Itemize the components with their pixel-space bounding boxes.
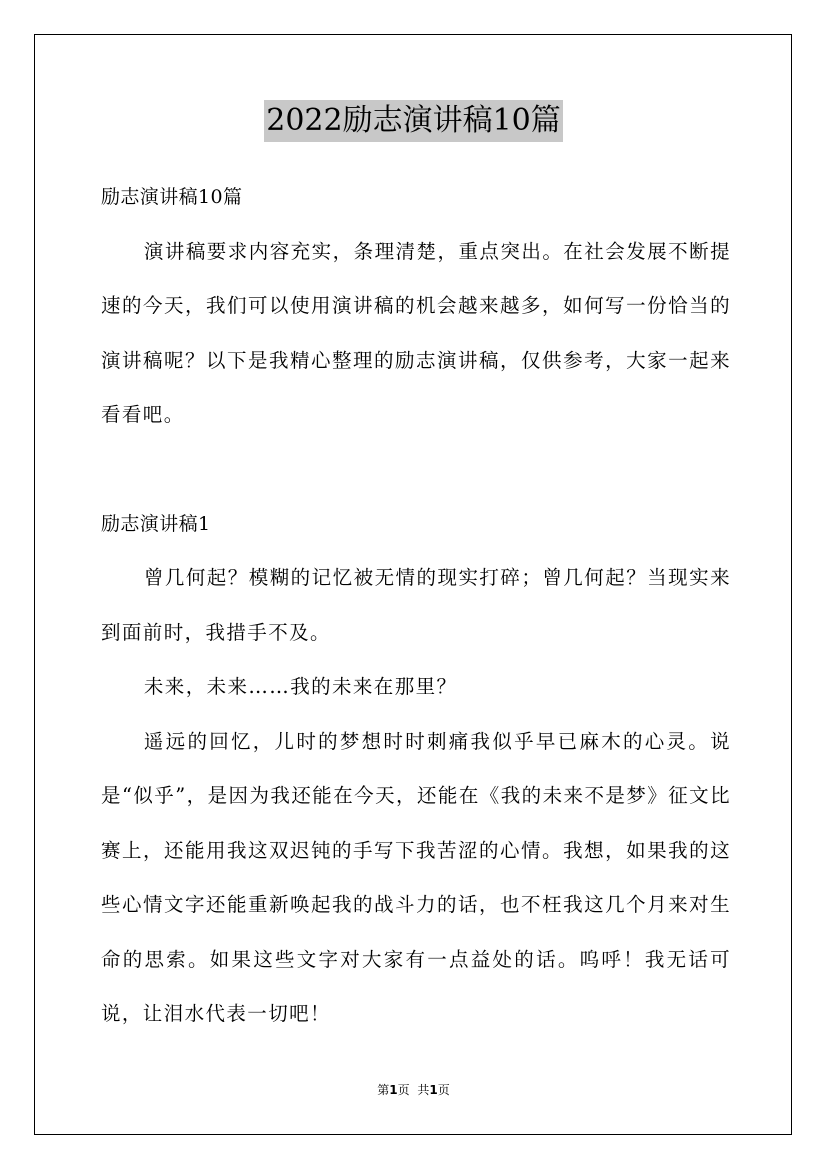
title-container xyxy=(0,100,827,142)
body-paragraph-3: 遥远的回忆，儿时的梦想时时刺痛我似乎早已麻木的心灵。说是“似乎”，是因为我还能在今天，还能在《我的未来不是梦》征文比赛上，还能用我这双迟钝的手写下我苦涩的心情。我想，如果我的这些心情文字还能重新唤起我的战斗力的话，也不枉我这几个月来对生命的思索。如果这些文字对大家有一点益处的话。呜呼！我无话可说，让泪水代表一切吧！ xyxy=(101,729,731,1025)
total-suffix: 页 xyxy=(437,1083,450,1097)
page-prefix: 第 xyxy=(377,1083,390,1097)
body-paragraph-1: 曾几何起？模糊的记忆被无情的现实打碎；曾几何起？当现实来到面前时，我措手不及。 xyxy=(101,566,731,644)
total-prefix: 共 xyxy=(417,1083,430,1097)
section-heading: 励志演讲稿1 xyxy=(101,512,211,535)
document-subtitle: 励志演讲稿10篇 xyxy=(101,186,243,208)
total-pages: 1 xyxy=(429,1083,438,1097)
document-title: 2022励志演讲稿10篇 xyxy=(264,100,563,142)
page-number: 1 xyxy=(389,1083,398,1097)
section-spacer xyxy=(101,443,731,497)
intro-paragraph: 演讲稿要求内容充实，条理清楚，重点突出。在社会发展不断提速的今天，我们可以使用演讲稿的机会越来越多，如何写一份恰当的演讲稿呢？以下是我精心整理的励志演讲稿，仅供参考，大家一起来看看吧。 xyxy=(101,239,731,426)
body-paragraph-2: 未来，未来……我的未来在那里？ xyxy=(143,675,458,698)
page-footer xyxy=(0,1082,827,1098)
page-suffix: 页 xyxy=(397,1083,410,1097)
document-body xyxy=(101,170,731,1042)
